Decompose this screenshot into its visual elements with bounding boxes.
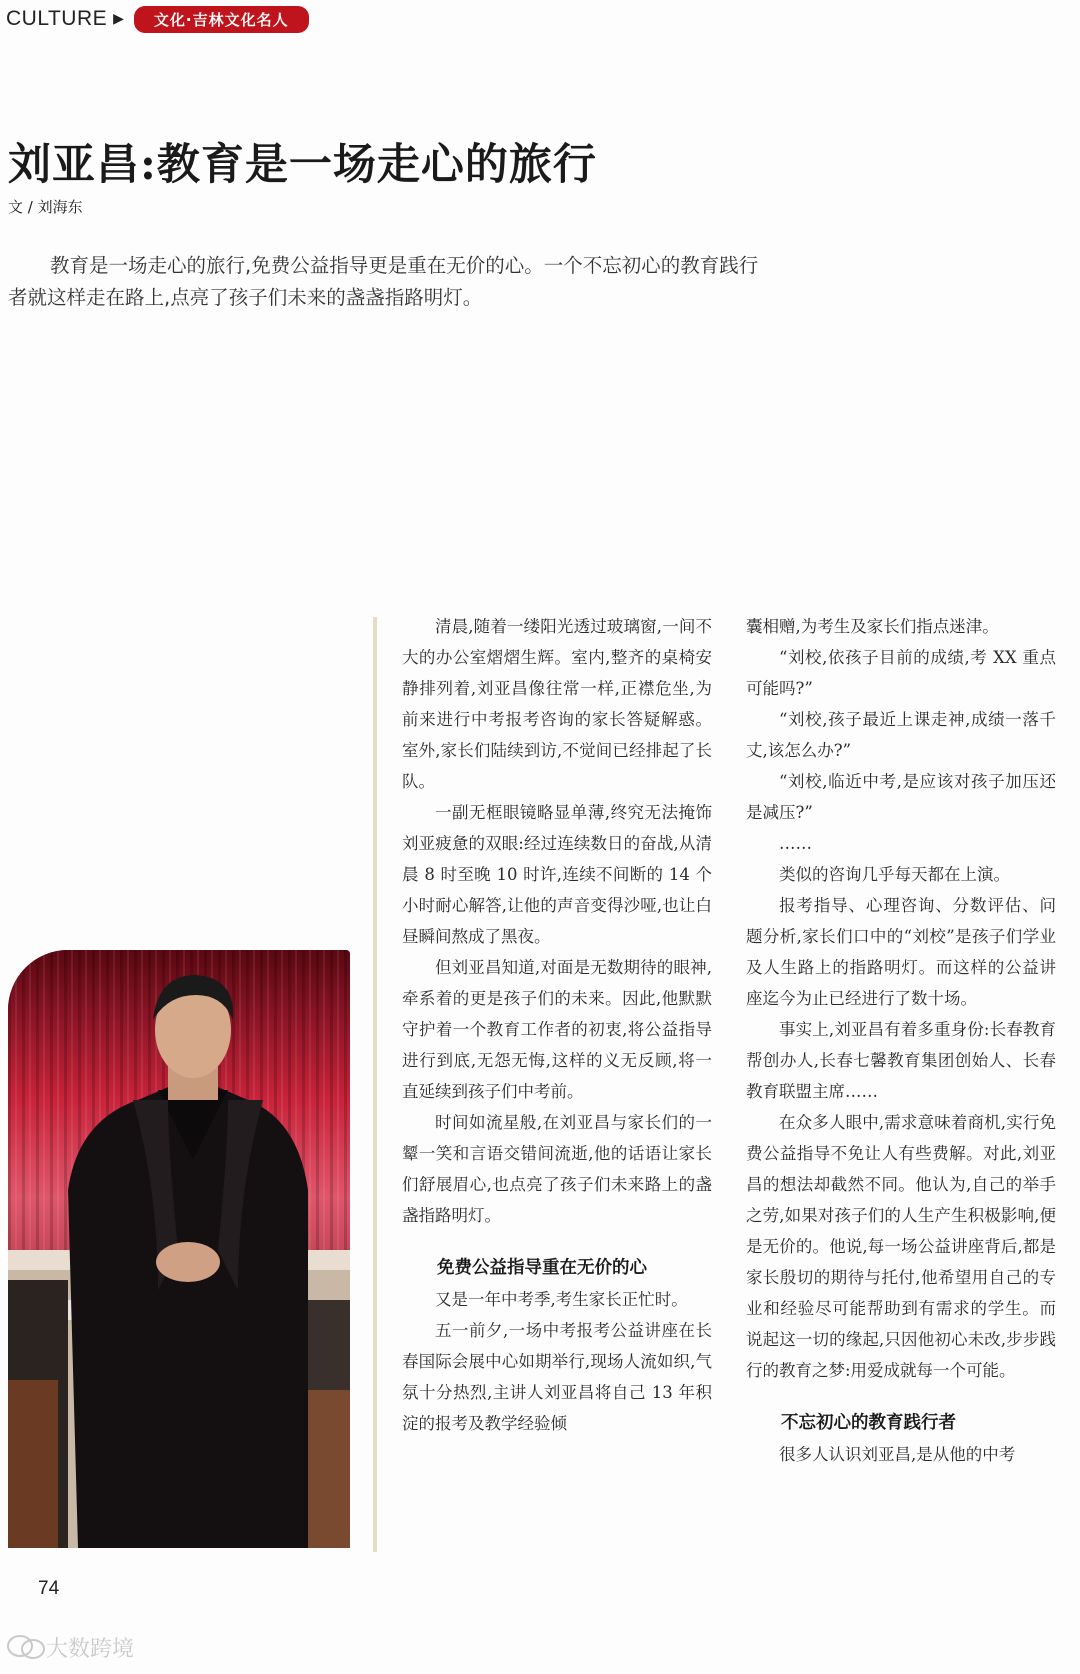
byline: 文 / 刘海东 bbox=[8, 198, 83, 216]
lead-paragraph bbox=[8, 250, 908, 314]
lead-line: 者就这样走在路上,点亮了孩子们未来的盏盏指路明灯。 bbox=[8, 286, 483, 309]
section-header bbox=[6, 6, 309, 32]
triangle-right-icon: ▶ bbox=[113, 11, 124, 27]
chat-bubble-logo-icon bbox=[6, 1633, 46, 1663]
subheading: 免费公益指导重在无价的心 bbox=[437, 1258, 647, 1278]
watermark-text: 大数跨境 bbox=[46, 1637, 135, 1662]
body-paragraph: 时间如流星般,在刘亚昌与家长们的一颦一笑和言语交错间流逝,他的话语让家长们舒展眉心,也点亮了孩子们未来路上的盏盏指路明灯。 bbox=[402, 1113, 712, 1225]
body-paragraph: 很多人认识刘亚昌,是从他的中考 bbox=[779, 1445, 1016, 1464]
portrait-photo bbox=[8, 950, 350, 1548]
body-paragraph: 在众多人眼中,需求意味着商机,实行免费公益指导不免让人有些费解。对此,刘亚昌的想法却截然不同。他认为,自己的举手之劳,如果对孩子们的人生产生积极影响,便是无价的。他说,每一场公益讲座背后,都是家长殷切的期待与托付,他希望用自己的专业和经验尽可能帮助到有需求的学生。而说起这一切的缘起,只因他初心未改,步步践行的教育之梦:用爱成就每一个可能。 bbox=[746, 1113, 1056, 1380]
body-paragraph: “刘校,依孩子目前的成绩,考 XX 重点可能吗?” bbox=[746, 648, 1056, 698]
body-paragraph: 类似的咨询几乎每天都在上演。 bbox=[779, 865, 1010, 884]
body-paragraph: 一副无框眼镜略显单薄,终究无法掩饰刘亚疲惫的双眼:经过连续数日的奋战,从清晨 8 时至晚 10 时许,连续不间断的 14 个小时耐心解答,让他的声音变得沙哑,也让白昼瞬间熬成了黑夜。 bbox=[402, 803, 712, 946]
body-column-1 bbox=[402, 611, 712, 1439]
body-paragraph: 五一前夕,一场中考报考公益讲座在长春国际会展中心如期举行,现场人流如织,气氛十分热烈,主讲人刘亚昌将自己 13 年积淀的报考及教学经验倾 bbox=[402, 1321, 712, 1433]
body-paragraph: 又是一年中考季,考生家长正忙时。 bbox=[435, 1290, 688, 1309]
body-paragraph: 清晨,随着一缕阳光透过玻璃窗,一间不大的办公室熠熠生辉。室内,整齐的桌椅安静排列着,刘亚昌像往常一样,正襟危坐,为前来进行中考报考咨询的家长答疑解惑。室外,家长们陆续到访,不觉间已经排起了长队。 bbox=[402, 617, 712, 791]
subheading: 不忘初心的教育践行者 bbox=[781, 1413, 956, 1433]
column-divider bbox=[373, 617, 377, 1552]
section-label: CULTURE bbox=[6, 7, 108, 30]
category-badge: 文化·吉林文化名人 bbox=[134, 6, 309, 33]
body-paragraph: 囊相赠,为考生及家长们指点迷津。 bbox=[746, 617, 999, 636]
page-number: 74 bbox=[38, 1578, 60, 1599]
watermark bbox=[6, 1632, 134, 1663]
article-title: 刘亚昌:教育是一场走心的旅行 bbox=[8, 140, 597, 190]
lead-line: 教育是一场走心的旅行,免费公益指导更是重在无价的心。一个不忘初心的教育践行 bbox=[50, 254, 759, 277]
body-column-2 bbox=[746, 611, 1056, 1470]
body-paragraph: “刘校,孩子最近上课走神,成绩一落千丈,该怎么办?” bbox=[746, 710, 1056, 760]
body-paragraph: …… bbox=[779, 834, 812, 853]
body-paragraph: 但刘亚昌知道,对面是无数期待的眼神,牵系着的更是孩子们的未来。因此,他默默守护着一个教育工作者的初衷,将公益指导进行到底,无怨无悔,这样的义无反顾,将一直延续到孩子们中考前。 bbox=[402, 958, 712, 1101]
body-paragraph: “刘校,临近中考,是应该对孩子加压还是减压?” bbox=[746, 772, 1056, 822]
body-paragraph: 报考指导、心理咨询、分数评估、问题分析,家长们口中的“刘校”是孩子们学业及人生路上的指路明灯。而这样的公益讲座迄今为止已经进行了数十场。 bbox=[746, 896, 1056, 1008]
body-paragraph: 事实上,刘亚昌有着多重身份:长春教育帮创办人,长春七馨教育集团创始人、长春教育联盟主席…… bbox=[746, 1020, 1056, 1101]
